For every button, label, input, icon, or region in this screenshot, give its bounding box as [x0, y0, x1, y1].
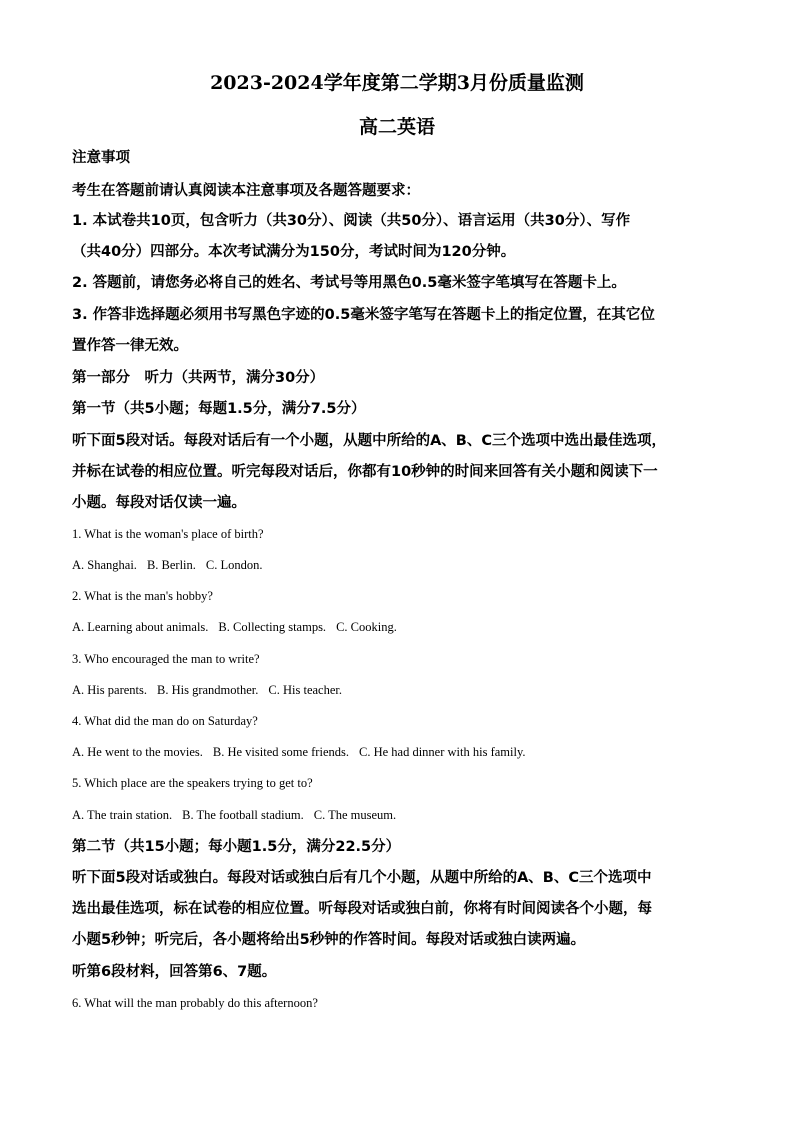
notes-intro: 考生在答题前请认真阅读本注意事项及各题答题要求： — [72, 183, 420, 199]
question-3-options — [72, 684, 352, 697]
question-1: 1. What is the woman's place of birth? — [72, 527, 264, 541]
question-1-options — [72, 559, 273, 572]
option-c: C. His teacher. — [268, 683, 342, 697]
exam-subject: 高二英语 — [358, 116, 435, 138]
question-5-options — [72, 809, 406, 822]
exam-title: 2023-2024学年度第二学期3月份质量监测 — [210, 72, 584, 94]
section-1-instructions-line-3: 小题。每段对话仅读一遍。 — [72, 495, 246, 511]
section-1-heading: 第一节（共5小题；每题1.5分，满分7.5分） — [72, 401, 366, 417]
notes-item-3-line-2: 置作答一律无效。 — [72, 338, 188, 354]
option-a: A. The train station. — [72, 808, 173, 822]
option-c: C. Cooking. — [336, 620, 397, 634]
question-2-options — [72, 621, 407, 634]
part-1-heading: 第一部分 听力（共两节，满分30分） — [72, 370, 325, 386]
option-c: C. He had dinner with his family. — [358, 745, 526, 759]
question-2: 2. What is the man's hobby? — [72, 589, 213, 603]
question-6: 6. What will the man probably do this afternoon? — [72, 996, 318, 1010]
notes-item-1-line-1: 1. 本试卷共10页，包含听力（共30分）、阅读（共50分）、语言运用（共30分）、写作 — [72, 213, 631, 229]
option-a: A. His parents. — [72, 683, 147, 697]
option-a: A. He went to the movies. — [72, 745, 203, 759]
option-c: C. The museum. — [313, 808, 397, 822]
question-5: 5. Which place are the speakers trying to get to? — [72, 776, 313, 790]
option-b: B. His grandmother. — [157, 683, 259, 697]
option-a: A. Learning about animals. — [72, 620, 209, 634]
section-2-instructions-line-1: 听下面5段对话或独白。每段对话或独白后有几个小题，从题中所给的A、B、C三个选项中 — [72, 870, 652, 886]
notes-item-1-line-2: （共40分）四部分。本次考试满分为150分，考试时间为120分钟。 — [72, 244, 516, 260]
section-2-instructions-line-2: 选出最佳选项，标在试卷的相应位置。听每段对话或独白前，你将有时间阅读各个小题，每 — [72, 901, 652, 917]
option-b: B. Collecting stamps. — [218, 620, 327, 634]
notes-item-3-line-1: 3. 作答非选择题必须用书写黑色字迹的0.5毫米签字笔写在答题卡上的指定位置，在其它位 — [72, 307, 655, 323]
question-4: 4. What did the man do on Saturday? — [72, 714, 258, 728]
option-b: B. He visited some friends. — [212, 745, 349, 759]
section-2-instructions-line-3: 小题5秒钟；听完后，各小题将给出5秒钟的作答时间。每段对话或独白读两遍。 — [72, 932, 586, 948]
section-1-instructions-line-2: 并标在试卷的相应位置。听完每段对话后，你都有10秒钟的时间来回答有关小题和阅读下一 — [72, 464, 658, 480]
option-b: B. The football stadium. — [182, 808, 304, 822]
option-c: C. London. — [205, 558, 263, 572]
section-2-heading: 第二节（共15小题；每小题1.5分，满分22.5分） — [72, 839, 401, 855]
section-1-instructions-line-1: 听下面5段对话。每段对话后有一个小题，从题中所给的A、B、C三个选项中选出最佳选项， — [72, 433, 667, 449]
material-6-heading: 听第6段材料，回答第6、7题。 — [72, 964, 277, 980]
question-3: 3. Who encouraged the man to write? — [72, 652, 260, 666]
notes-heading: 注意事项 — [72, 150, 130, 166]
question-4-options — [72, 746, 536, 759]
option-a: A. Shanghai. — [72, 558, 137, 572]
notes-item-2: 2. 答题前，请您务必将自己的姓名、考试号等用黑色0.5毫米签字笔填写在答题卡上。 — [72, 275, 626, 291]
option-b: B. Berlin. — [146, 558, 196, 572]
